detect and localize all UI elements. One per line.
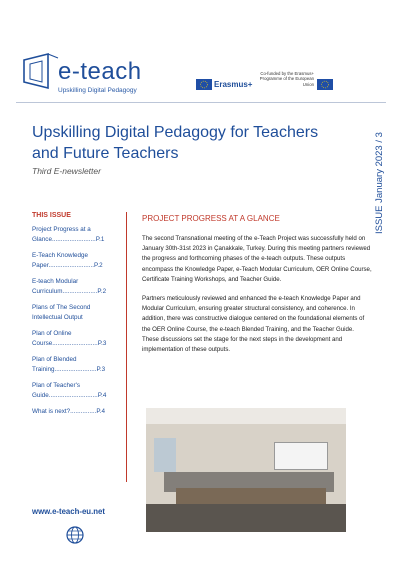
article-paragraph: The second Transnational meeting of the e-Teach Project was successfully held on January 30th-31st 2023 in Çanakkale, Turkey. During this meeting partners reviewed the progress and forthcoming phases of the e-teach outputs. These outputs encompass the Knowledge Paper, e-Teach Modular Curriculum, OER Online Course, Certificate Training Workshops, and Teacher Guide. xyxy=(142,235,372,283)
toc-item[interactable]: Plan of Online Course..........................P.3 xyxy=(32,330,107,347)
sidebar-divider xyxy=(126,212,127,482)
newsletter-header xyxy=(0,0,400,108)
photo-projection-screen xyxy=(274,442,328,470)
eu-flag-icon xyxy=(317,79,333,90)
globe-icon xyxy=(66,526,84,544)
toc-item[interactable]: E-teach Modular Curriculum....................P.2 xyxy=(32,278,107,295)
brand-name: e-teach xyxy=(58,58,142,85)
photo-window xyxy=(154,438,176,472)
toc-item[interactable]: Plan of Teacher's Guide............................P.4 xyxy=(32,382,107,399)
brand-tagline: Upskilling Digital Pedagogy xyxy=(58,87,137,94)
toc-item[interactable]: Plan of Blended Training........................P.3 xyxy=(32,356,106,373)
sidebar-heading: THIS ISSUE xyxy=(32,212,71,219)
website-link[interactable]: www.e-teach-eu.net xyxy=(32,507,105,516)
article-heading: PROJECT PROGRESS AT A GLANCE xyxy=(142,214,280,223)
photo-foreground xyxy=(146,504,346,532)
photo-ceiling xyxy=(146,408,346,424)
toc-item[interactable]: Project Progress at a Glance.........................P.1 xyxy=(32,226,105,243)
toc-item[interactable]: E-Teach Knowledge Paper..........................P.2 xyxy=(32,252,103,269)
article-main xyxy=(142,214,372,364)
newsletter-subtitle: Third E-newsletter xyxy=(32,166,101,176)
cofunded-text: Co-funded by the Erasmus+ Programme of the European Union xyxy=(259,71,314,87)
article-paragraph: Partners meticulously reviewed and enhanced the e-teach Knowledge Paper and Modular Curriculum, ensuring greater structural consistency, and coherence. In addition, there was constructive dialogue centered on the foundational elements of the OER Online Course, the e-teach Blended Training, and the Teacher Guide. These discussions set the stage for the next steps in the development and implementation of these outputs. xyxy=(142,295,365,354)
toc-item[interactable]: What is next?...............P.4 xyxy=(32,408,106,415)
issue-contents-sidebar xyxy=(32,212,122,423)
photo-table xyxy=(176,488,326,504)
eu-flag-icon xyxy=(196,79,212,90)
newsletter-title: Upskilling Digital Pedagogy for Teachers and Future Teachers xyxy=(32,124,319,162)
issue-label-text: ISSUE January 2023 / 3 xyxy=(374,132,385,234)
header-divider xyxy=(16,102,386,103)
meeting-photo xyxy=(146,408,346,532)
toc-item[interactable]: Plans of The Second Intellectual Output xyxy=(32,304,91,321)
erasmus-label: Erasmus+ xyxy=(214,80,253,89)
